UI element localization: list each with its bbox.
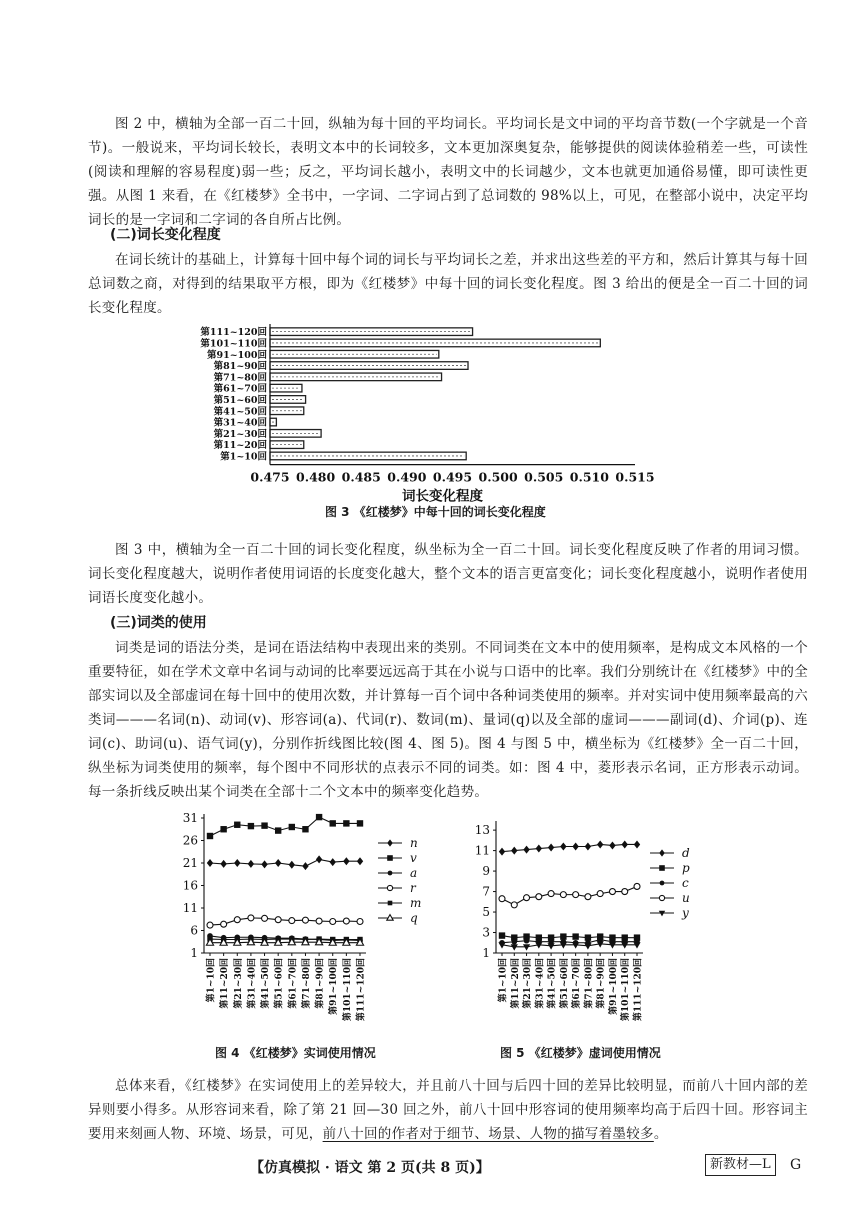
paragraph-word-class-description: 词类是词的语法分类，是词在语法结构中表现出来的类别。不同词类在文本中的使用频率，是构成文本风格的一个重要特征，如在学术文章中名词与动词的比率要远远高于其在小说与口语中的比率。我们分别统计在《红楼梦》中的全部实词以及全部虚词在每十回中的使用次数，并计算每一百个词中各种词类使用的频率。并对实词中使用频率最高的六类词———名词(n)、动词(v)、形容词(a)、代词(r)、数词(m)、量词(q)以及全部的虚词———副词(d)、介词(p)、连词(c)、助词(u)、语气词(y)，分别作折线图比较(图 4、图 5)。图 4 与图 5 中，横坐标为《红楼梦》全一百二十回，纵坐标为词类使用的频率，每个图中不同形状的点表示不同的词类。如：图 4 中，菱形表示名词，正方形表示动词。每一条折线反映出某个词类在全部十二个文本中的频率变化趋势。 — [88, 640, 808, 800]
section-heading-word-class-usage: (三)词类的使用 — [110, 615, 207, 631]
fig5-point-u — [548, 891, 554, 897]
fig5-x-tick-label: 第101~110回 — [621, 958, 632, 1022]
fig4-x-tick-label: 第91~100回 — [329, 958, 340, 1015]
fig5-x-tick-label: 第71~80回 — [584, 958, 595, 1009]
fig4-point-n — [207, 859, 213, 867]
fig5-legend-label-c: c — [682, 876, 689, 890]
fig4-x-tick-label: 第111~120回 — [356, 958, 367, 1022]
fig4-point-v — [207, 833, 213, 839]
fig3-tick-label: 第71~80回 — [213, 372, 267, 384]
fig4-point-n — [330, 858, 336, 866]
fig3-tick-label: 第101~110回 — [200, 338, 267, 350]
fig4-x-tick-label: 第31~40回 — [247, 958, 258, 1009]
fig3-tick-label: 第81~90回 — [213, 361, 267, 373]
page-footer: 【仿真模拟 · 语文 第 2 页(共 8 页)】 — [250, 1160, 490, 1176]
fig5-point-d — [548, 844, 554, 852]
fig5-legend-marker-y — [659, 911, 665, 917]
summary-text-end: 。 — [653, 1126, 668, 1142]
fig4-x-tick-label: 第41~50回 — [261, 958, 272, 1009]
summary-underlined-conclusion: 前八十回的作者对于细节、场景、人物的描写着墨较多 — [322, 1126, 654, 1142]
fig5-point-d — [634, 840, 640, 848]
edition-badge: 新教材—L — [705, 1154, 776, 1176]
fig4-point-n — [343, 857, 349, 865]
fig4-legend-marker-a — [388, 871, 393, 876]
fig3-x-axis-label: 词长变化程度 — [402, 488, 483, 505]
fig5-point-d — [622, 840, 628, 848]
fig5-point-y — [621, 942, 628, 948]
fig4-legend-label-n: n — [410, 836, 418, 850]
fig5-point-u — [524, 895, 530, 901]
fig5-x-tick-label: 第41~50回 — [547, 958, 558, 1009]
fig4-point-r — [330, 919, 336, 925]
fig3-tick-label: 第11~20回 — [213, 440, 267, 452]
fig5-point-u — [560, 892, 566, 898]
figure-4-caption: 图 4 《红楼梦》实词使用情况 — [215, 1046, 376, 1060]
fig4-legend-label-q: q — [410, 911, 418, 925]
fig5-point-d — [499, 848, 505, 856]
paragraph-average-word-length: 图 2 中，横轴为全部一百二十回，纵轴为每十回的平均词长。平均词长是文中词的平均音节数(一个字就是一个音节)。一般说来，平均词长较长，表明文本中的长词较多，文本更加深奥复杂，能够提供的阅读体验稍差一些，可读性(阅读和理解的容易程度)弱一些；反之，平均词长越小，表明文中的长词越少，文本也就更加通俗易懂，即可读性更强。从图 1 来看，在《红楼梦》全书中，一字词、二字词占到了总词数的 98%以上，可见，在整部小说中，决定平均词长的是一字词和二字词的各自所占比例。 — [88, 116, 808, 228]
fig5-x-tick-label: 第81~90回 — [596, 958, 607, 1009]
fig5-y-tick-label: 11 — [474, 843, 490, 858]
fig4-point-r — [275, 917, 281, 923]
fig4-legend-label-a: a — [410, 866, 418, 880]
figure-5-caption: 图 5 《红楼梦》虚词使用情况 — [500, 1046, 661, 1060]
fig3-bar — [270, 441, 304, 449]
fig3-x-tick-label: 0.495 — [432, 469, 473, 485]
fig4-legend-marker-v — [387, 855, 393, 861]
fig5-point-p — [560, 933, 566, 939]
fig4-x-tick-label: 第61~70回 — [288, 958, 299, 1009]
fig4-point-n — [275, 859, 281, 867]
fig4-series-line-v — [210, 817, 360, 836]
fig5-point-c — [524, 938, 530, 944]
fig4-point-r — [248, 915, 254, 921]
fig5-point-u — [536, 894, 542, 900]
fig5-point-u — [609, 889, 615, 895]
figure-4-line-chart — [170, 810, 430, 1035]
fig3-x-tick-label: 0.490 — [387, 469, 427, 485]
fig3-x-tick-label: 0.505 — [524, 469, 564, 485]
fig4-point-v — [261, 822, 267, 828]
fig4-series-line-r — [210, 918, 360, 925]
fig5-point-d — [572, 843, 578, 851]
fig5-series-line-p — [502, 936, 637, 938]
fig4-point-v — [343, 820, 349, 826]
fig3-tick-label: 第41~50回 — [213, 406, 267, 418]
fig4-x-tick-label: 第21~30回 — [233, 958, 244, 1009]
fig5-point-d — [536, 845, 542, 853]
fig4-legend-marker-n — [387, 839, 393, 846]
fig3-tick-label: 第31~40回 — [213, 417, 267, 429]
fig3-bar — [270, 407, 304, 415]
fig4-y-tick-label: 16 — [182, 878, 198, 893]
fig5-point-d — [523, 846, 529, 854]
fig5-point-y — [511, 944, 518, 950]
figure-3-bar-chart — [200, 322, 655, 505]
fig4-legend-marker-r — [387, 885, 392, 890]
fig4-series-line-n — [210, 859, 360, 866]
fig4-point-r — [343, 918, 349, 924]
fig5-legend-marker-d — [659, 849, 665, 856]
fig4-point-v — [220, 826, 226, 832]
fig4-point-r — [221, 921, 227, 927]
fig5-x-tick-label: 第51~60回 — [559, 958, 570, 1009]
fig5-x-tick-label: 第61~70回 — [572, 958, 583, 1009]
paragraph-variation-definition: 在词长统计的基础上，计算每十回中每个词的词长与平均词长之差，并求出这些差的平方和，然后计算其与每十回总词数之商，对得到的结果取平方根，即为《红楼梦》中每十回的词长变化程度。图 3 给出的便是全一百二十回的词长变化程度。 — [88, 252, 808, 316]
fig5-point-u — [634, 883, 640, 889]
fig4-point-v — [275, 827, 281, 833]
fig3-tick-label: 第111~120回 — [200, 327, 267, 339]
fig4-point-n — [316, 855, 322, 863]
fig4-x-tick-label: 第1~10回 — [206, 958, 217, 1003]
fig4-point-v — [302, 826, 308, 832]
fig5-x-tick-label: 第31~40回 — [535, 958, 546, 1009]
fig3-tick-label: 第1~10回 — [220, 451, 267, 463]
fig5-y-tick-label: 7 — [482, 884, 490, 899]
fig4-x-tick-label: 第81~90回 — [315, 958, 326, 1009]
fig5-legend-marker-c — [660, 881, 665, 886]
fig3-x-tick-label: 0.485 — [341, 469, 381, 485]
fig5-point-u — [573, 892, 579, 898]
fig5-y-tick-label: 13 — [474, 823, 490, 838]
fig5-point-y — [584, 943, 591, 949]
fig5-point-u — [622, 889, 628, 895]
section-heading-word-length-variation: (二)词长变化程度 — [110, 227, 221, 243]
fig5-point-u — [585, 894, 591, 900]
fig3-x-tick-label: 0.510 — [569, 469, 609, 485]
fig4-x-tick-label: 第51~60回 — [274, 958, 285, 1009]
fig4-y-tick-label: 31 — [182, 811, 198, 825]
fig5-x-tick-label: 第21~30回 — [523, 958, 534, 1009]
edition-suffix: G — [790, 1157, 802, 1173]
fig3-bar — [270, 373, 442, 381]
fig4-point-v — [248, 823, 254, 829]
fig5-point-d — [560, 843, 566, 851]
fig5-point-p — [499, 932, 505, 938]
fig5-series-line-y — [502, 944, 637, 947]
fig3-x-tick-label: 0.480 — [296, 469, 336, 485]
fig4-point-r — [234, 917, 240, 923]
fig5-x-tick-label: 第111~120回 — [633, 958, 644, 1022]
fig4-point-n — [248, 860, 254, 868]
fig4-legend-marker-q — [387, 915, 393, 921]
fig5-point-c — [511, 939, 517, 945]
fig4-point-v — [234, 822, 240, 828]
fig4-point-r — [302, 917, 308, 923]
figure-3-caption: 图 3 《红楼梦》中每十回的词长变化程度 — [325, 505, 546, 519]
fig4-y-tick-label: 21 — [182, 856, 198, 870]
fig4-point-n — [302, 862, 308, 870]
fig4-point-r — [262, 915, 268, 921]
fig4-legend-label-m: m — [410, 896, 422, 910]
fig5-series-line-d — [502, 844, 637, 851]
fig5-point-d — [511, 847, 517, 855]
fig3-x-tick-label: 0.475 — [250, 469, 290, 485]
fig5-legend-label-p: p — [682, 861, 690, 875]
fig5-series-line-c — [502, 940, 637, 943]
fig3-tick-label: 第21~30回 — [213, 428, 267, 440]
fig4-y-tick-label: 6 — [190, 923, 198, 938]
fig4-y-tick-label: 26 — [182, 833, 198, 848]
fig5-y-tick-label: 1 — [482, 946, 490, 960]
fig4-point-v — [316, 814, 322, 820]
fig5-point-d — [585, 843, 591, 851]
fig3-tick-label: 第51~60回 — [213, 394, 267, 406]
fig3-tick-label: 第61~70回 — [213, 383, 267, 395]
fig4-point-v — [330, 820, 336, 826]
fig3-tick-label: 第91~100回 — [206, 349, 267, 361]
fig5-legend-marker-p — [659, 865, 665, 871]
fig5-point-u — [499, 896, 505, 902]
fig5-point-d — [597, 840, 603, 848]
fig5-point-y — [547, 943, 554, 949]
fig5-point-u — [511, 902, 517, 908]
fig5-point-u — [597, 891, 603, 897]
fig4-legend-label-r: r — [410, 881, 416, 895]
fig4-x-tick-label: 第101~110回 — [342, 958, 353, 1022]
fig4-legend-marker-m — [388, 901, 393, 906]
summary-text-part-1: 总体来看，《红楼梦》在实词使用上的差异较大，并且前八十回与后四十回的差异比较明显，而前八十回内部的差异则要小得多。从形容词来看，除了第 21 回—30 回之外，前八十回中形容词的使用频率均高于后四十回。形容词主要用来刻画人物、环境、场景，可见， — [88, 1078, 808, 1142]
fig4-point-n — [357, 857, 363, 865]
fig5-y-tick-label: 9 — [482, 864, 490, 879]
fig5-legend-label-y: y — [682, 906, 689, 920]
fig5-point-y — [523, 944, 530, 950]
fig3-x-tick-label: 0.500 — [478, 469, 518, 485]
fig5-x-tick-label: 第1~10回 — [498, 958, 509, 1003]
fig4-point-v — [357, 820, 363, 826]
fig5-y-tick-label: 5 — [482, 905, 490, 920]
fig5-legend-label-d: d — [682, 846, 690, 860]
fig5-legend-marker-u — [659, 895, 664, 900]
fig4-x-tick-label: 第71~80回 — [301, 958, 312, 1009]
fig4-y-tick-label: 1 — [190, 946, 198, 960]
fig4-point-n — [289, 861, 295, 869]
figure-5-line-chart — [468, 818, 708, 1035]
fig4-legend-label-v: v — [410, 851, 417, 865]
fig5-series-line-u — [502, 886, 637, 904]
fig5-x-tick-label: 第91~100回 — [608, 958, 619, 1015]
fig5-x-tick-label: 第11~20回 — [510, 958, 521, 1009]
fig5-y-tick-label: 3 — [482, 925, 490, 940]
fig4-point-n — [261, 860, 267, 868]
fig4-point-r — [357, 919, 363, 925]
fig4-point-n — [220, 860, 226, 868]
fig4-point-r — [316, 918, 322, 924]
fig4-y-tick-label: 11 — [182, 901, 198, 915]
fig4-point-r — [207, 922, 213, 928]
fig4-point-r — [289, 918, 295, 924]
fig5-point-y — [633, 942, 640, 948]
fig5-point-p — [585, 934, 591, 940]
fig5-legend-label-u: u — [682, 891, 690, 905]
fig5-point-y — [609, 942, 616, 948]
fig5-point-d — [609, 841, 615, 849]
fig3-x-tick-label: 0.515 — [615, 469, 655, 485]
fig4-x-tick-label: 第11~20回 — [220, 958, 231, 1009]
fig4-point-n — [234, 859, 240, 867]
fig3-bar — [270, 339, 600, 347]
fig5-point-p — [572, 933, 578, 939]
paragraph-figure-3-explanation: 图 3 中，横轴为全一百二十回的词长变化程度，纵坐标为全一百二十回。词长变化程度反映了作者的用词习惯。词长变化程度越大，说明作者使用词语的长度变化越大，整个文本的语言更富变化；词长变化程度越小，说明作者使用词语长度变化越小。 — [88, 542, 808, 606]
paragraph-summary — [88, 1074, 808, 1146]
fig4-point-v — [289, 824, 295, 830]
